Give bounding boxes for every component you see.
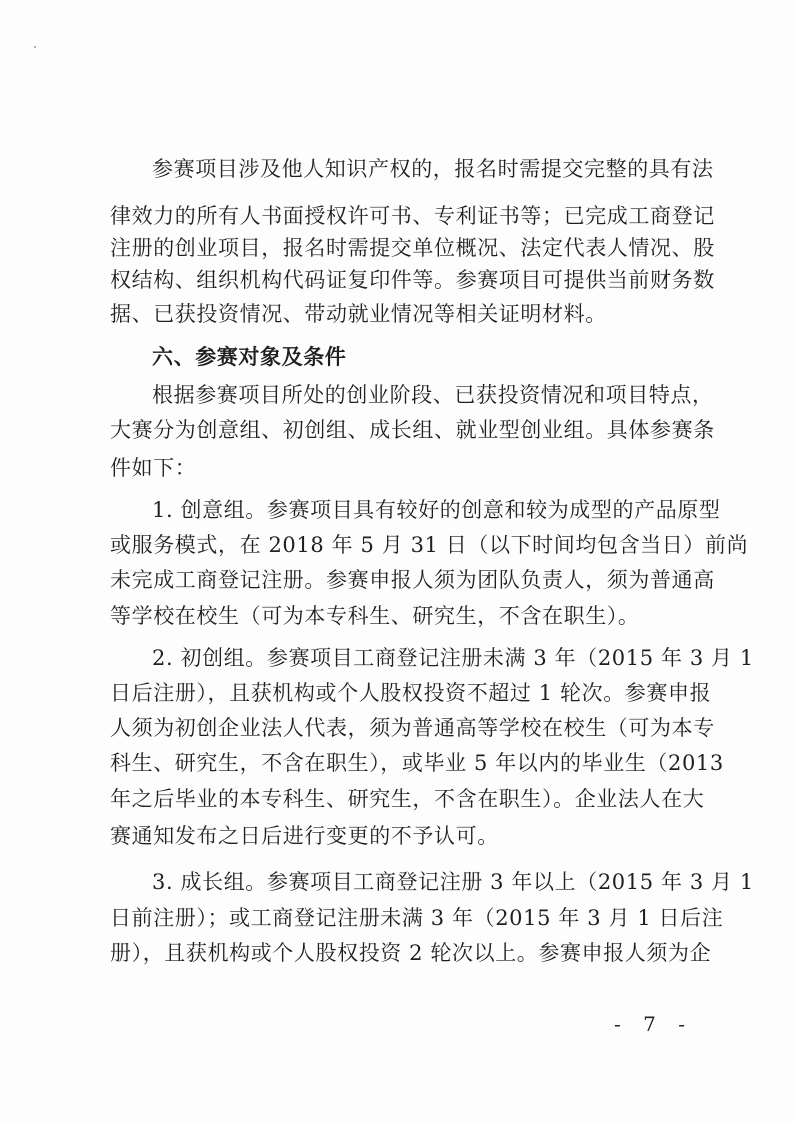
paragraph-line: 权结构、组织机构代码证复印件等。参赛项目可提供当前财务数 [110,268,715,292]
scan-speck [34,46,36,48]
paragraph-line: 大赛分为创意组、初创组、成长组、就业型创业组。具体参赛条 [110,418,715,442]
paragraph-line: 注册的创业项目，报名时需提交单位概况、法定代表人情况、股 [110,236,715,260]
paragraph-line: 科生、研究生，不含在职生），或毕业 5 年以内的毕业生（2013 [110,751,724,775]
paragraph-line: 日后注册），且获机构或个人股权投资不超过 1 轮次。参赛申报 [110,681,712,705]
paragraph-line: 或服务模式，在 2018 年 5 月 31 日（以下时间均包含当日）前尚 [110,533,749,557]
paragraph-line: 根据参赛项目所处的创业阶段、已获投资情况和项目特点， [152,383,714,407]
paragraph-line: 3. 成长组。参赛项目工商登记注册 3 年以上（2015 年 3 月 1 [152,870,754,894]
paragraph-line: 册），且获机构或个人股权投资 2 轮次以上。参赛申报人须为企 [110,941,712,965]
paragraph-line: 年之后毕业的本专科生、研究生，不含在职生）。企业法人在大 [110,787,705,811]
section-heading: 六、参赛对象及条件 [152,344,347,369]
paragraph-line: 2. 初创组。参赛项目工商登记注册未满 3 年（2015 年 3 月 1 [152,646,754,670]
page-number: - 7 - [614,1012,693,1036]
paragraph-line: 律效力的所有人书面授权许可书、专利证书等；已完成工商登记 [110,204,715,228]
paragraph-line: 1. 创意组。参赛项目具有较好的创意和较为成型的产品原型 [152,498,721,522]
paragraph-line: 人须为初创企业法人代表，须为普通高等学校在校生（可为本专 [110,716,715,740]
paragraph-line: 参赛项目涉及他人知识产权的，报名时需提交完整的具有法 [152,157,714,181]
paragraph-line: 据、已获投资情况、带动就业情况等相关证明材料。 [110,302,607,326]
paragraph-line: 件如下： [110,456,197,480]
paragraph-line: 未完成工商登记注册。参赛申报人须为团队负责人，须为普通高 [110,568,715,592]
paragraph-line: 日前注册）；或工商登记注册未满 3 年（2015 年 3 月 1 日后注 [110,906,724,930]
paragraph-line: 等学校在校生（可为本专科生、研究生，不含在职生）。 [110,604,640,628]
paragraph-line: 赛通知发布之日后进行变更的不予认可。 [110,824,499,848]
